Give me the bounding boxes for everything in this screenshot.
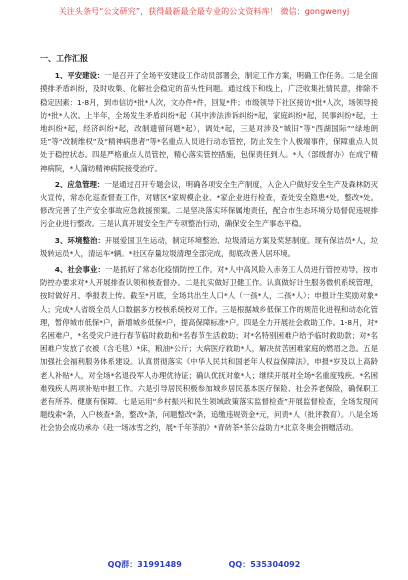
paragraph-emergency (40, 178, 378, 231)
qq-group-text: QQ群：31991489 (107, 560, 182, 569)
paragraph-environment (40, 234, 378, 260)
section-title: 一、工作汇报 (40, 54, 88, 63)
paragraph-heading: 3、环境整治： (54, 235, 105, 245)
paragraph-social (40, 263, 378, 435)
paragraph-heading: 1、平安建设： (54, 71, 105, 81)
footer-contact (0, 559, 408, 570)
paragraph-safety (40, 69, 378, 175)
paragraph-text: 开展爱国卫生运动，制定环境整治、垃圾清运方案及奖惩制度。现有保洁员*人，垃圾转运员*人，清运车*辆。*社区存量垃圾清理全部完成，彻底改善人居环境。 (40, 235, 378, 258)
paragraph-heading: 2、应急管理： (54, 179, 105, 189)
paragraph-text: 一是召开了全场平安建设工作动员部署会，制定工作方案，明确工作任务。二是全面摸排矛盾纠纷，及时收集、化解社会稳定的苗头性问题。通过线下和线上，广泛收集社情民意，排除不稳定因素：1-8月，到市信访*批*人次，文办件*件，回复*件；市级领导下社区接访*批*人次，场领导接访*批*人次。上半年，全场发生矛盾纠纷*起（其中涉法涉诉纠纷*起，家庭纠纷*起，民事纠纷*起，土地纠纷*起，经济纠纷*起，改制遗留问题*起），调处*起，三是对涉及“城旧”等“西湖国际”“绿地朗廷”等“改制维权”及“精神病患者”等*名重点人员进行动态管控，防止发生个人极端事件，保障重点人员处于稳控状态。四是严格重点人员管控，精心落实管控措施，包保责任到人。*人（部级督办）在成宁精神病院，*人蒲纺精神病院接受治疗。 (40, 71, 378, 173)
document-body (40, 52, 378, 438)
paragraph-text: 一是通过召开专题会议，明确各项安全生产制度，入企入户做好安全生产及森林防灭火宣传，常态化巡查督查工作，对辖区*家规模企业、*家企业进行检查，查处安全隐患*处，整改*处。修改完善了生产安全事故应急救援预案。二是坚决落实环保属地责任，配合市生态环境分局督促违规排污企业进行整改。三是认真开展安全生产专项整治行动，确保安全生产事态平稳。 (40, 179, 378, 229)
promo-banner (0, 6, 408, 17)
promo-banner-text: 关注头条号“公文研究”，获得最新最全最专业的公文资料库！ 微信：gongwenyj (58, 7, 350, 16)
paragraph-heading: 4、社会事业： (54, 265, 105, 275)
qq-number-text: QQ：535304092 (228, 560, 301, 569)
paragraph-text: 一是抓好了常态化疫情防控工作。对*人中高风险入赤务工人员进行管控劝导，按市防控办要求对*人开展排查认领和核查督办。二是扎实做好卫健工作。认真做好计生服务微机系统管理，按时做好月、季报表上传。截至*月底，全场共出生人口*人（一孩*人，二孩*人）；申报计生奖励对象*人；完成*人省级全员人口数据多方校核系统校对工作。三是根据城乡低保工作的规范化进程和动态化管理，暂停城市低保*户，新增城乡低保*户，提高保障标准*户。四是全力开展社会救助工作。1-8月，对*名困难户，*名受灾户进行春节临时救助和*名春节生活救助；对*名特别困难户给予临时救助款；对*名困难户发放了衣被（含毛毯）*床，粮油*公斤；大病医疗救助*人，解决贫苦困难家庭的燃眉之急。五是加强社会福利服务体系建设。认真贯彻落实《中华人民共和国老年人权益保障法》，申报*岁及以上高龄老人补贴*人，对全场*名退役军人办理优待证；确认优抚对象*人；继续开展对全场*名重度残疾、*名困难残疾人两项补贴申报工作。六是引导居民积极参加城乡居民基本医疗保险、社会养老保险，确保职工老有所养、健康有保障。七是运用“乡村振兴和民生领域政策落实监督检查”开展监督检查，全场发现问题线索*条，入户核查*条，整改*条，问题整改*条，追缴违规资金*元，问责*人（批评教育）。八是全场社会协会成功承办《赴一场冰雪之约，展*千年茶韵》*青砖茶*茶公益助力*北京冬奥会捐赠活动。 (40, 265, 378, 433)
